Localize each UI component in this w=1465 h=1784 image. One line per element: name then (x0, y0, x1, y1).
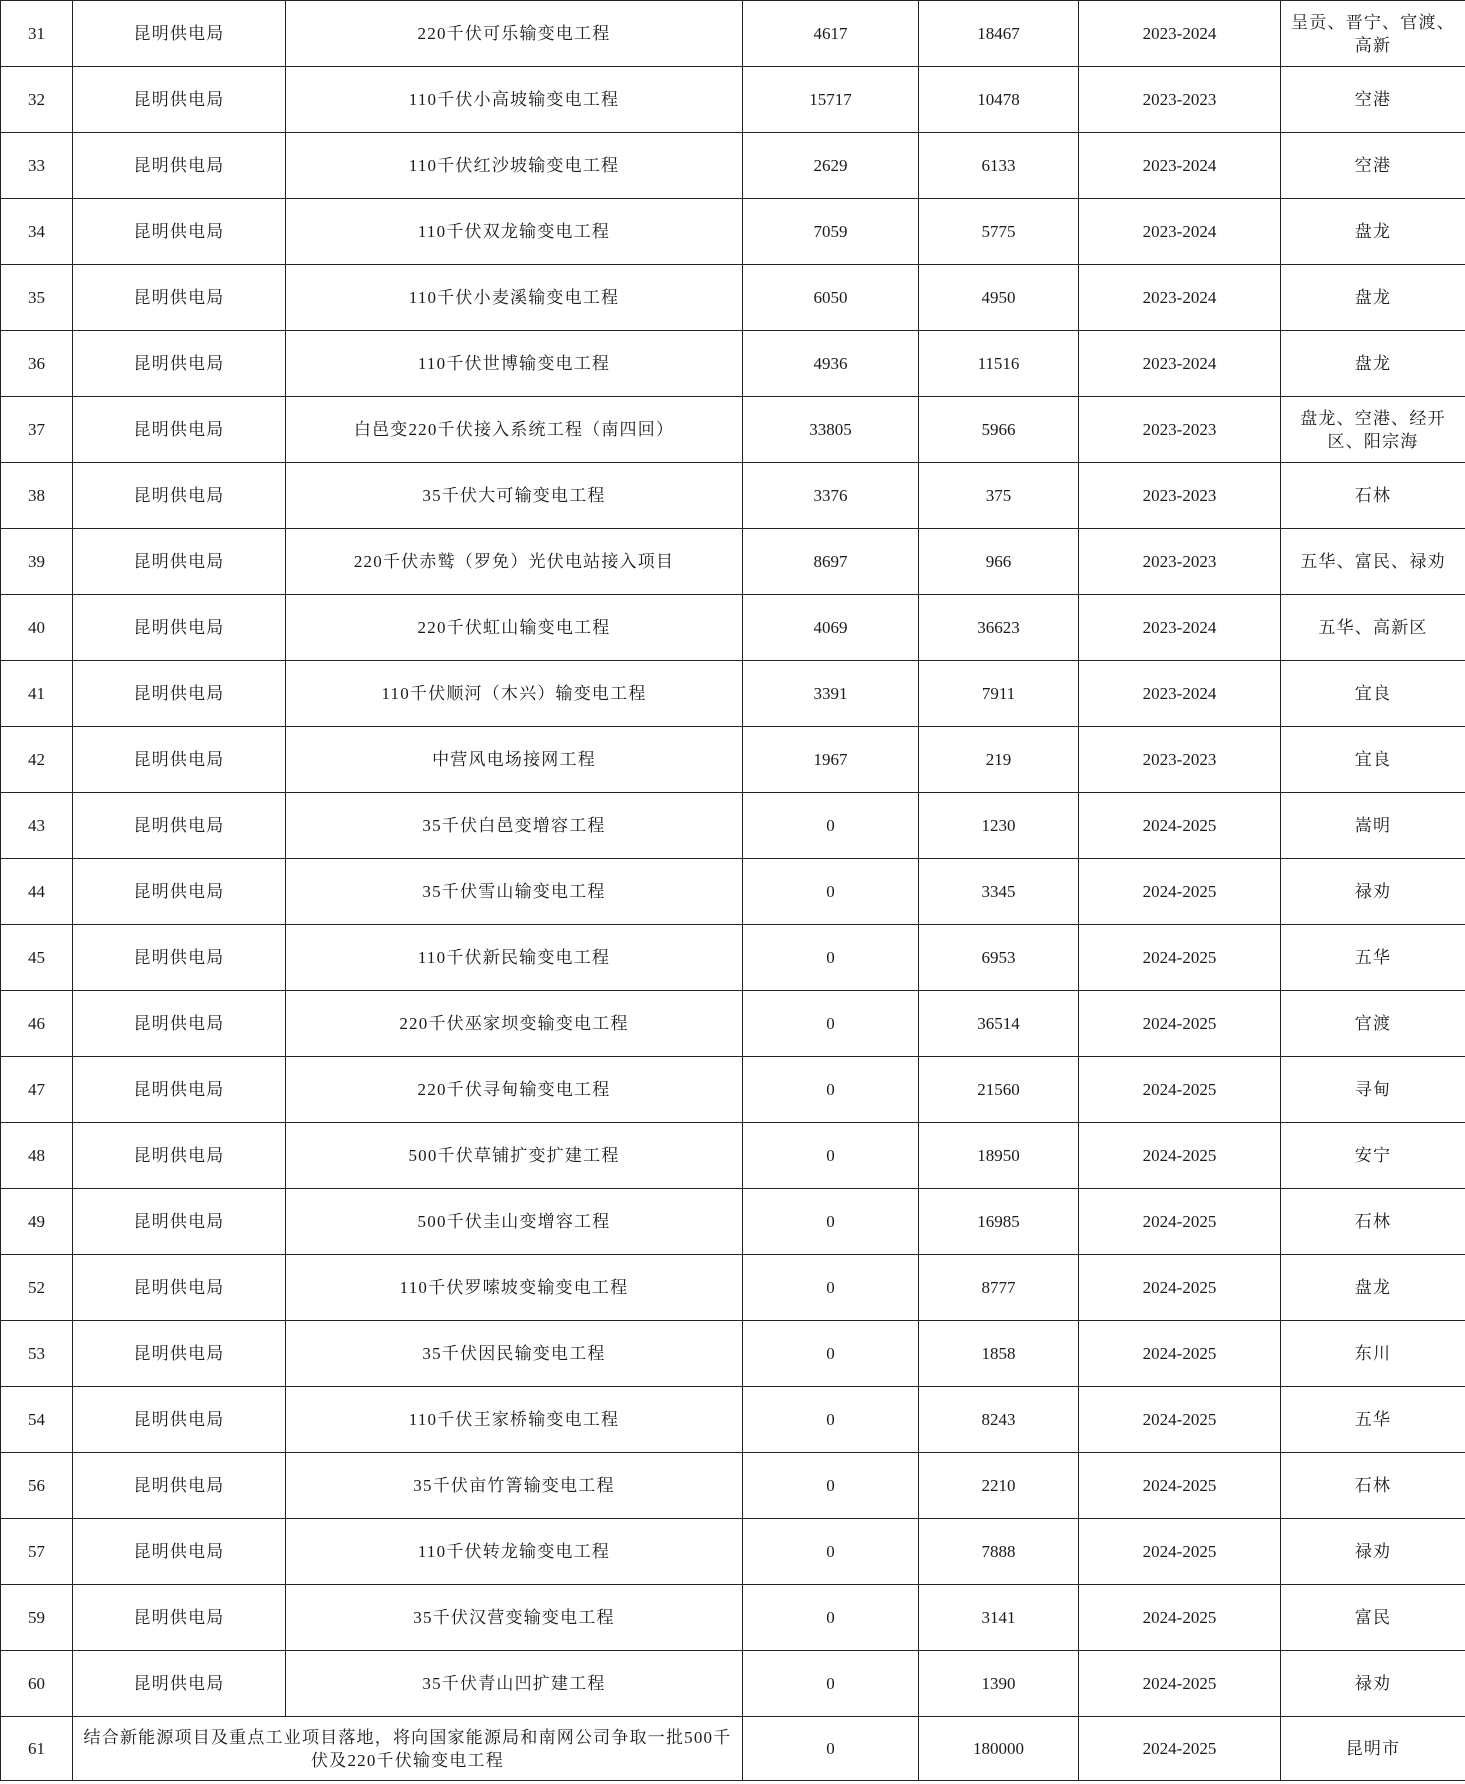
unit-name-cell: 昆明供电局 (73, 991, 286, 1057)
area-cell: 五华 (1281, 925, 1465, 991)
value-2-cell: 2210 (919, 1453, 1079, 1519)
unit-name-cell: 昆明供电局 (73, 331, 286, 397)
project-name-cell: 500千伏圭山变增容工程 (286, 1189, 743, 1255)
construction-period-cell: 2024-2025 (1079, 1651, 1281, 1717)
row-number-cell: 46 (1, 991, 73, 1057)
table-row (1, 265, 1465, 331)
table-row (1, 1453, 1465, 1519)
project-name-cell: 110千伏双龙输变电工程 (286, 199, 743, 265)
row-number-cell: 47 (1, 1057, 73, 1123)
project-name-cell: 35千伏雪山输变电工程 (286, 859, 743, 925)
unit-name-cell: 昆明供电局 (73, 1585, 286, 1651)
value-2-cell: 21560 (919, 1057, 1079, 1123)
unit-name-cell: 昆明供电局 (73, 1189, 286, 1255)
area-cell: 宜良 (1281, 661, 1465, 727)
value-2-cell: 18467 (919, 1, 1079, 67)
project-name-cell: 220千伏巫家坝变输变电工程 (286, 991, 743, 1057)
table-row (1, 1585, 1465, 1651)
value-1-cell: 0 (743, 991, 919, 1057)
table-row (1, 661, 1465, 727)
row-number-cell: 49 (1, 1189, 73, 1255)
unit-name-cell: 昆明供电局 (73, 661, 286, 727)
value-2-cell: 375 (919, 463, 1079, 529)
value-1-cell: 0 (743, 1453, 919, 1519)
value-2-cell: 3141 (919, 1585, 1079, 1651)
value-1-cell: 7059 (743, 199, 919, 265)
value-2-cell: 8243 (919, 1387, 1079, 1453)
table-row (1, 1651, 1465, 1717)
construction-period-cell: 2024-2025 (1079, 925, 1281, 991)
area-cell: 禄劝 (1281, 1651, 1465, 1717)
area-cell: 五华 (1281, 1387, 1465, 1453)
area-cell: 宜良 (1281, 727, 1465, 793)
construction-period-cell: 2024-2025 (1079, 1585, 1281, 1651)
table-row (1, 463, 1465, 529)
construction-period-cell: 2023-2023 (1079, 397, 1281, 463)
value-2-cell: 16985 (919, 1189, 1079, 1255)
construction-period-cell: 2024-2025 (1079, 1255, 1281, 1321)
table-body (1, 1, 1465, 1781)
row-number-cell: 31 (1, 1, 73, 67)
value-2-cell: 1390 (919, 1651, 1079, 1717)
value-1-cell: 4617 (743, 1, 919, 67)
construction-period-cell: 2024-2025 (1079, 1057, 1281, 1123)
unit-name-cell: 昆明供电局 (73, 1123, 286, 1189)
value-2-cell: 18950 (919, 1123, 1079, 1189)
table-row (1, 1321, 1465, 1387)
project-name-cell: 220千伏虹山输变电工程 (286, 595, 743, 661)
row-number-cell: 42 (1, 727, 73, 793)
unit-name-cell: 昆明供电局 (73, 1255, 286, 1321)
construction-period-cell: 2024-2025 (1079, 793, 1281, 859)
project-name-cell: 500千伏草铺扩变扩建工程 (286, 1123, 743, 1189)
table-row (1, 1057, 1465, 1123)
area-cell: 空港 (1281, 67, 1465, 133)
project-name-cell: 中营风电场接网工程 (286, 727, 743, 793)
unit-name-cell: 昆明供电局 (73, 727, 286, 793)
construction-period-cell: 2023-2024 (1079, 265, 1281, 331)
table-row (1, 1, 1465, 67)
value-1-cell: 0 (743, 1123, 919, 1189)
row-number-cell: 37 (1, 397, 73, 463)
unit-name-cell: 昆明供电局 (73, 1321, 286, 1387)
row-number-cell: 45 (1, 925, 73, 991)
row-number-cell: 60 (1, 1651, 73, 1717)
row-number-cell: 38 (1, 463, 73, 529)
unit-name-cell: 昆明供电局 (73, 397, 286, 463)
table-row (1, 331, 1465, 397)
construction-period-cell: 2024-2025 (1079, 859, 1281, 925)
value-1-cell: 0 (743, 1255, 919, 1321)
row-number-cell: 39 (1, 529, 73, 595)
value-1-cell: 6050 (743, 265, 919, 331)
project-name-cell: 结合新能源项目及重点工业项目落地，将向国家能源局和南网公司争取一批500千伏及220千伏输变电工程 (73, 1717, 743, 1781)
row-number-cell: 48 (1, 1123, 73, 1189)
table-row (1, 991, 1465, 1057)
value-2-cell: 180000 (919, 1717, 1079, 1781)
value-2-cell: 7888 (919, 1519, 1079, 1585)
area-cell: 盘龙 (1281, 331, 1465, 397)
project-name-cell: 35千伏白邑变增容工程 (286, 793, 743, 859)
construction-period-cell: 2023-2024 (1079, 133, 1281, 199)
value-1-cell: 8697 (743, 529, 919, 595)
value-1-cell: 0 (743, 1057, 919, 1123)
unit-name-cell: 昆明供电局 (73, 859, 286, 925)
construction-period-cell: 2024-2025 (1079, 991, 1281, 1057)
construction-period-cell: 2023-2023 (1079, 529, 1281, 595)
table-row (1, 1123, 1465, 1189)
row-number-cell: 40 (1, 595, 73, 661)
construction-period-cell: 2023-2024 (1079, 595, 1281, 661)
table-row (1, 793, 1465, 859)
row-number-cell: 41 (1, 661, 73, 727)
construction-period-cell: 2023-2023 (1079, 463, 1281, 529)
row-number-cell: 56 (1, 1453, 73, 1519)
value-1-cell: 3391 (743, 661, 919, 727)
table-row (1, 397, 1465, 463)
table-row (1, 1189, 1465, 1255)
value-2-cell: 1858 (919, 1321, 1079, 1387)
area-cell: 嵩明 (1281, 793, 1465, 859)
value-2-cell: 5966 (919, 397, 1079, 463)
value-2-cell: 36623 (919, 595, 1079, 661)
value-1-cell: 4069 (743, 595, 919, 661)
value-1-cell: 3376 (743, 463, 919, 529)
area-cell: 五华、高新区 (1281, 595, 1465, 661)
project-name-cell: 35千伏汉营变输变电工程 (286, 1585, 743, 1651)
project-name-cell: 35千伏因民输变电工程 (286, 1321, 743, 1387)
row-number-cell: 59 (1, 1585, 73, 1651)
row-number-cell: 53 (1, 1321, 73, 1387)
value-1-cell: 0 (743, 793, 919, 859)
table-row (1, 199, 1465, 265)
construction-period-cell: 2024-2025 (1079, 1453, 1281, 1519)
row-number-cell: 35 (1, 265, 73, 331)
table-row (1, 1519, 1465, 1585)
project-name-cell: 110千伏小麦溪输变电工程 (286, 265, 743, 331)
project-name-cell: 110千伏世博输变电工程 (286, 331, 743, 397)
value-2-cell: 7911 (919, 661, 1079, 727)
area-cell: 盘龙 (1281, 199, 1465, 265)
project-name-cell: 35千伏亩竹箐输变电工程 (286, 1453, 743, 1519)
area-cell: 石林 (1281, 1189, 1465, 1255)
construction-period-cell: 2024-2025 (1079, 1189, 1281, 1255)
area-cell: 安宁 (1281, 1123, 1465, 1189)
value-2-cell: 5775 (919, 199, 1079, 265)
area-cell: 呈贡、晋宁、官渡、高新 (1281, 1, 1465, 67)
value-1-cell: 15717 (743, 67, 919, 133)
row-number-cell: 34 (1, 199, 73, 265)
area-cell: 五华、富民、禄劝 (1281, 529, 1465, 595)
value-1-cell: 2629 (743, 133, 919, 199)
table-row (1, 859, 1465, 925)
unit-name-cell: 昆明供电局 (73, 1057, 286, 1123)
table-row (1, 67, 1465, 133)
unit-name-cell: 昆明供电局 (73, 793, 286, 859)
row-number-cell: 32 (1, 67, 73, 133)
value-1-cell: 0 (743, 1585, 919, 1651)
value-2-cell: 6953 (919, 925, 1079, 991)
table-row (1, 925, 1465, 991)
row-number-cell: 52 (1, 1255, 73, 1321)
area-cell: 盘龙 (1281, 1255, 1465, 1321)
project-name-cell: 220千伏寻甸输变电工程 (286, 1057, 743, 1123)
value-2-cell: 10478 (919, 67, 1079, 133)
unit-name-cell: 昆明供电局 (73, 1, 286, 67)
unit-name-cell: 昆明供电局 (73, 1519, 286, 1585)
area-cell: 盘龙 (1281, 265, 1465, 331)
row-number-cell: 54 (1, 1387, 73, 1453)
value-2-cell: 966 (919, 529, 1079, 595)
value-2-cell: 6133 (919, 133, 1079, 199)
area-cell: 官渡 (1281, 991, 1465, 1057)
area-cell: 禄劝 (1281, 1519, 1465, 1585)
value-1-cell: 33805 (743, 397, 919, 463)
project-name-cell: 110千伏顺河（木兴）输变电工程 (286, 661, 743, 727)
value-1-cell: 4936 (743, 331, 919, 397)
construction-period-cell: 2023-2024 (1079, 661, 1281, 727)
row-number-cell: 61 (1, 1717, 73, 1781)
construction-period-cell: 2023-2024 (1079, 1, 1281, 67)
value-2-cell: 4950 (919, 265, 1079, 331)
table-row (1, 1387, 1465, 1453)
project-name-cell: 110千伏罗嗦坡变输变电工程 (286, 1255, 743, 1321)
value-1-cell: 0 (743, 1189, 919, 1255)
value-2-cell: 8777 (919, 1255, 1079, 1321)
area-cell: 东川 (1281, 1321, 1465, 1387)
value-1-cell: 0 (743, 1387, 919, 1453)
area-cell: 富民 (1281, 1585, 1465, 1651)
construction-period-cell: 2023-2023 (1079, 67, 1281, 133)
project-name-cell: 220千伏赤鹫（罗免）光伏电站接入项目 (286, 529, 743, 595)
area-cell: 石林 (1281, 1453, 1465, 1519)
unit-name-cell: 昆明供电局 (73, 199, 286, 265)
area-cell: 石林 (1281, 463, 1465, 529)
row-number-cell: 44 (1, 859, 73, 925)
table-row (1, 727, 1465, 793)
unit-name-cell: 昆明供电局 (73, 529, 286, 595)
area-cell: 禄劝 (1281, 859, 1465, 925)
project-name-cell: 110千伏王家桥输变电工程 (286, 1387, 743, 1453)
unit-name-cell: 昆明供电局 (73, 1453, 286, 1519)
project-name-cell: 白邑变220千伏接入系统工程（南四回） (286, 397, 743, 463)
table-row (1, 1255, 1465, 1321)
unit-name-cell: 昆明供电局 (73, 595, 286, 661)
construction-period-cell: 2024-2025 (1079, 1321, 1281, 1387)
value-1-cell: 1967 (743, 727, 919, 793)
value-1-cell: 0 (743, 1519, 919, 1585)
unit-name-cell: 昆明供电局 (73, 67, 286, 133)
unit-name-cell: 昆明供电局 (73, 1651, 286, 1717)
unit-name-cell: 昆明供电局 (73, 1387, 286, 1453)
unit-name-cell: 昆明供电局 (73, 463, 286, 529)
project-name-cell: 110千伏红沙坡输变电工程 (286, 133, 743, 199)
project-name-cell: 35千伏青山凹扩建工程 (286, 1651, 743, 1717)
row-number-cell: 33 (1, 133, 73, 199)
value-2-cell: 219 (919, 727, 1079, 793)
construction-period-cell: 2023-2024 (1079, 199, 1281, 265)
construction-period-cell: 2024-2025 (1079, 1123, 1281, 1189)
project-name-cell: 110千伏转龙输变电工程 (286, 1519, 743, 1585)
unit-name-cell: 昆明供电局 (73, 265, 286, 331)
area-cell: 空港 (1281, 133, 1465, 199)
project-name-cell: 110千伏小高坡输变电工程 (286, 67, 743, 133)
construction-period-cell: 2024-2025 (1079, 1519, 1281, 1585)
row-number-cell: 36 (1, 331, 73, 397)
construction-period-cell: 2023-2024 (1079, 331, 1281, 397)
row-number-cell: 43 (1, 793, 73, 859)
unit-name-cell: 昆明供电局 (73, 133, 286, 199)
project-name-cell: 35千伏大可输变电工程 (286, 463, 743, 529)
value-2-cell: 3345 (919, 859, 1079, 925)
value-1-cell: 0 (743, 925, 919, 991)
construction-period-cell: 2023-2023 (1079, 727, 1281, 793)
table-row-summary (1, 1717, 1465, 1781)
value-1-cell: 0 (743, 1717, 919, 1781)
value-2-cell: 1230 (919, 793, 1079, 859)
value-2-cell: 36514 (919, 991, 1079, 1057)
area-cell: 寻甸 (1281, 1057, 1465, 1123)
project-name-cell: 220千伏可乐输变电工程 (286, 1, 743, 67)
value-1-cell: 0 (743, 859, 919, 925)
table-row (1, 529, 1465, 595)
unit-name-cell: 昆明供电局 (73, 925, 286, 991)
table-row (1, 133, 1465, 199)
value-1-cell: 0 (743, 1321, 919, 1387)
value-1-cell: 0 (743, 1651, 919, 1717)
construction-period-cell: 2024-2025 (1079, 1717, 1281, 1781)
area-cell: 昆明市 (1281, 1717, 1465, 1781)
table-row (1, 595, 1465, 661)
row-number-cell: 57 (1, 1519, 73, 1585)
value-2-cell: 11516 (919, 331, 1079, 397)
construction-period-cell: 2024-2025 (1079, 1387, 1281, 1453)
project-name-cell: 110千伏新民输变电工程 (286, 925, 743, 991)
area-cell: 盘龙、空港、经开区、阳宗海 (1281, 397, 1465, 463)
